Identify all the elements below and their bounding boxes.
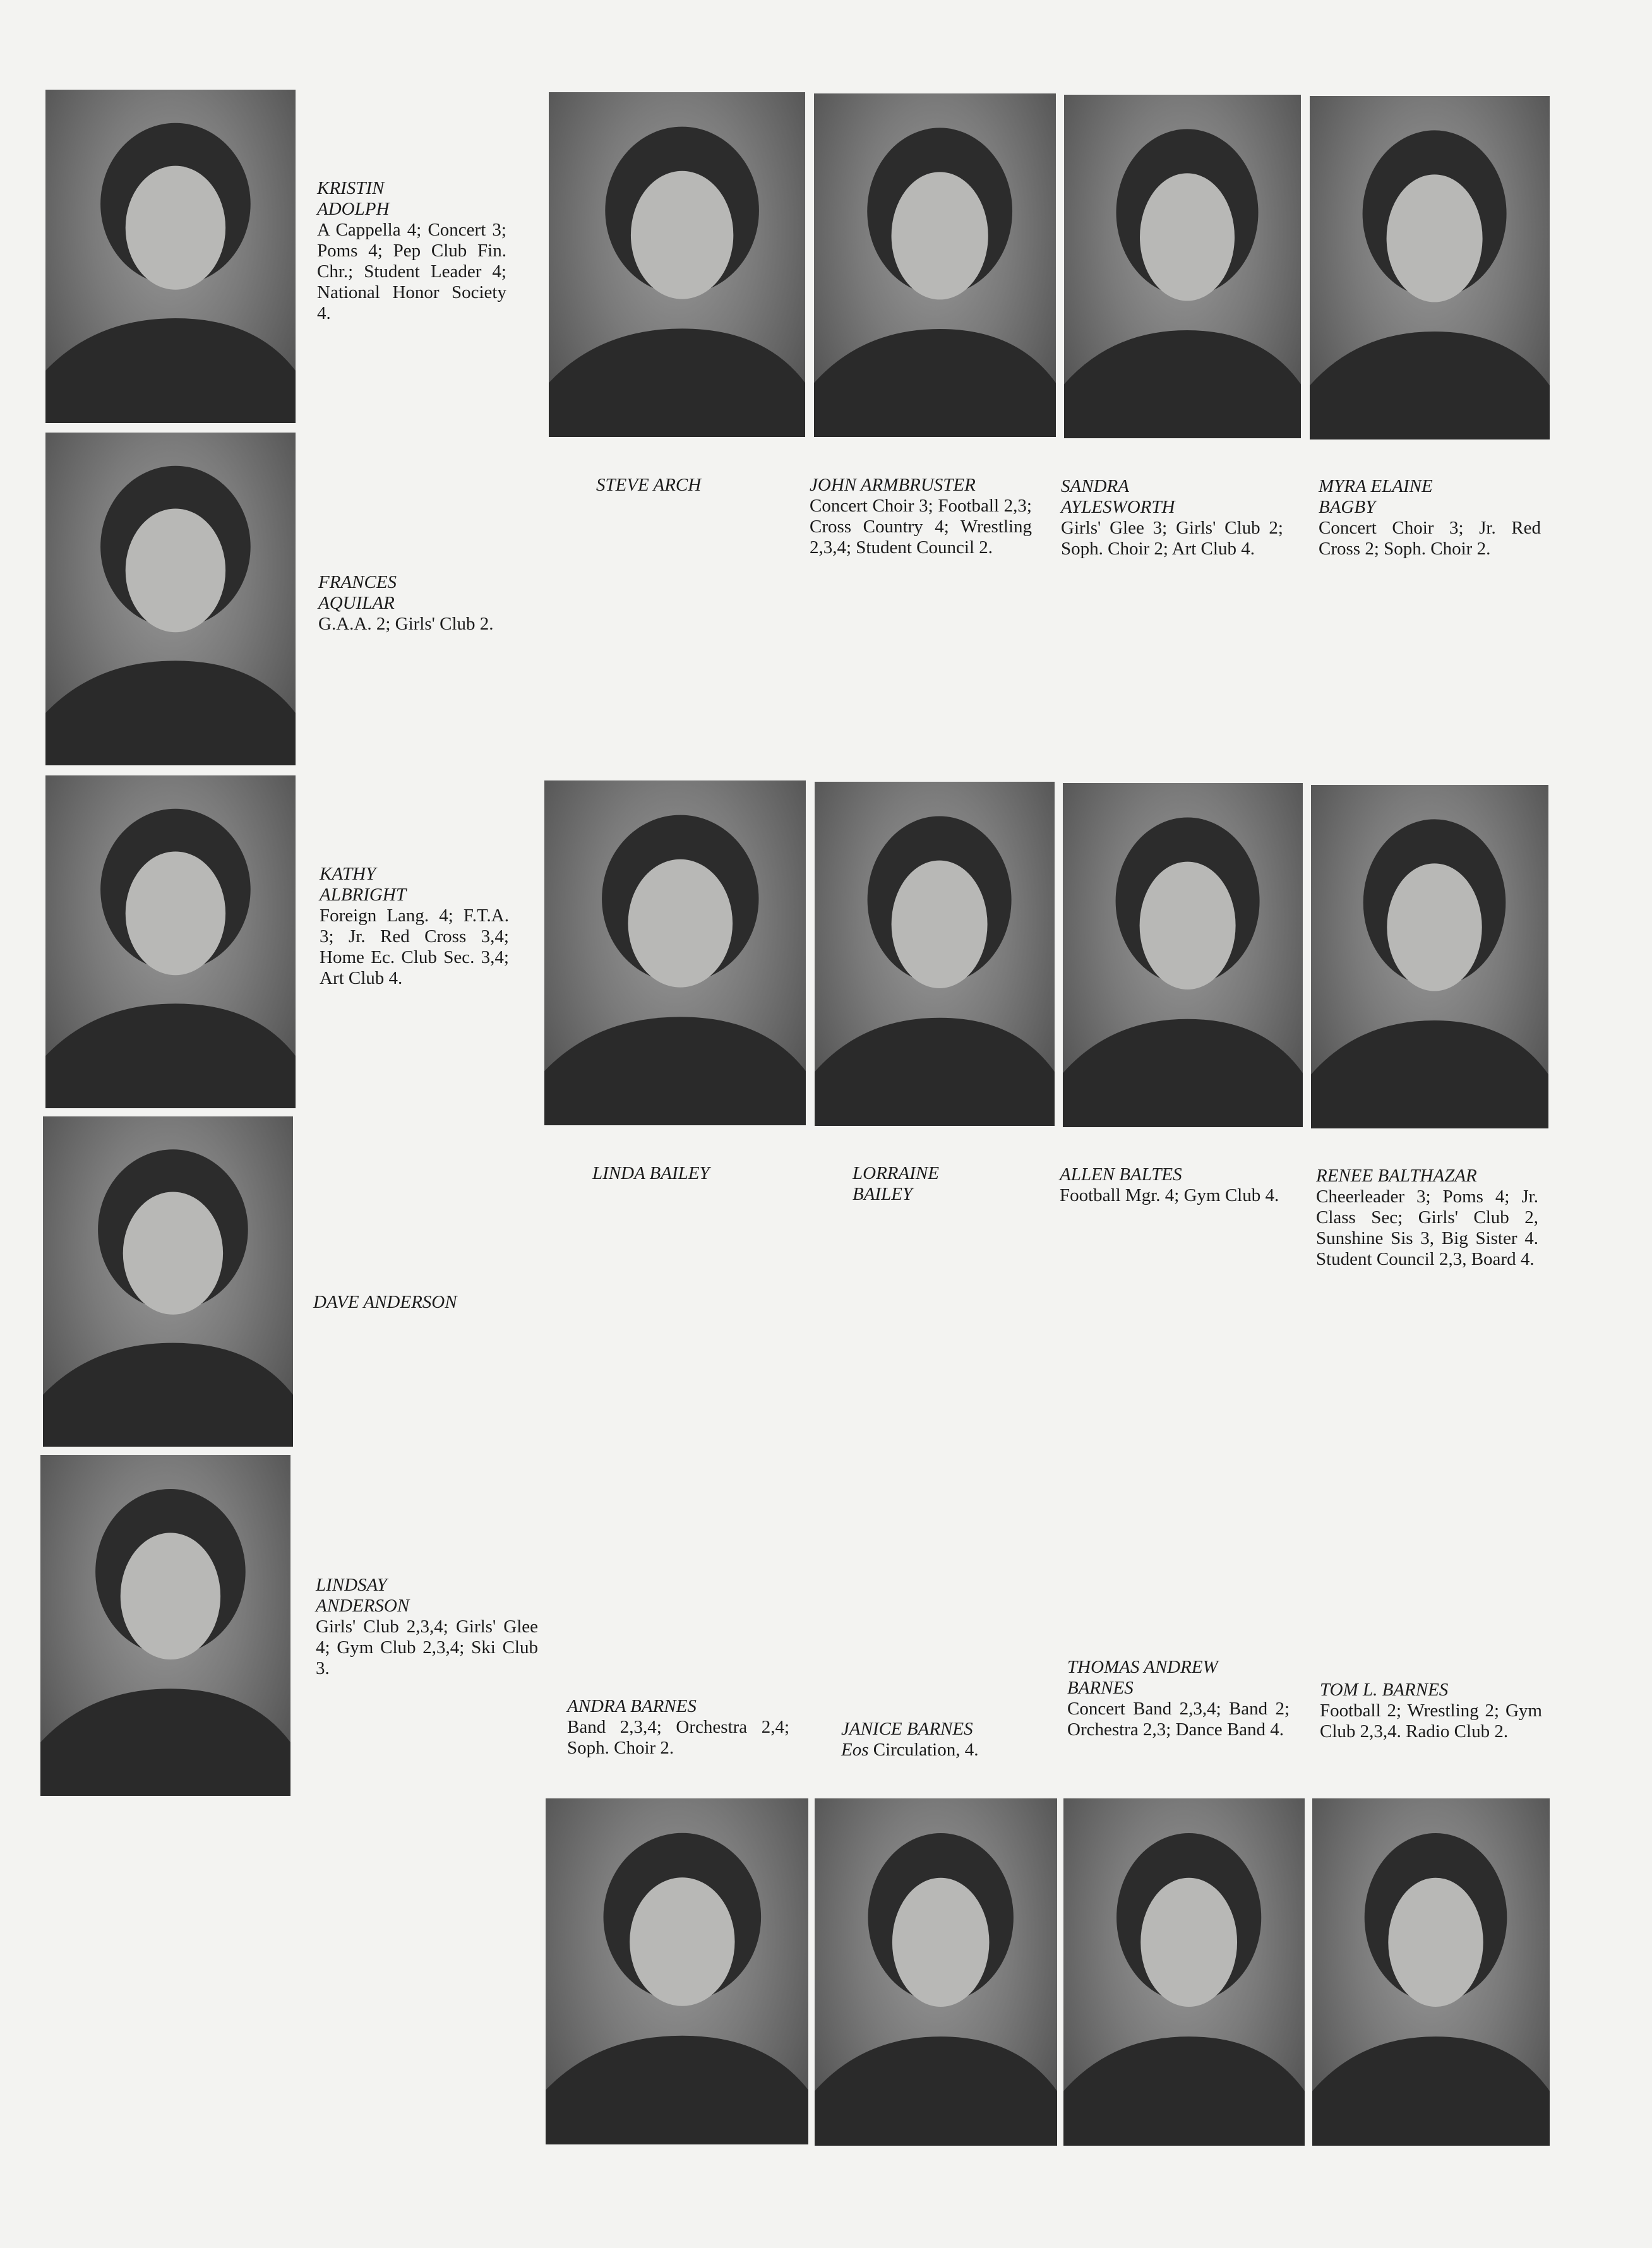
face-shape xyxy=(1388,1878,1483,2007)
portrait-photo-lindsay-anderson xyxy=(40,1455,290,1796)
caption-frances-aquilar xyxy=(318,572,508,635)
student-name: JOHN ARMBRUSTER xyxy=(810,475,976,495)
face-shape xyxy=(126,166,225,290)
student-name: ANDRA BARNES xyxy=(567,1696,697,1716)
shoulders-shape xyxy=(43,1343,293,1447)
face-shape xyxy=(123,1192,223,1315)
caption-kathy-albright xyxy=(320,864,509,989)
student-activities-rest: Circulation, 4. xyxy=(868,1740,979,1760)
portrait-photo-linda-bailey xyxy=(544,780,806,1125)
caption-kristin-adolph xyxy=(317,178,506,324)
student-name: STEVE ARCH xyxy=(596,475,702,495)
portrait-photo-lorraine-bailey xyxy=(815,782,1055,1126)
student-activities: Band 2,3,4; Orchestra 2,4; Soph. Choir 2. xyxy=(567,1717,789,1758)
caption-renee-balthazar xyxy=(1316,1166,1538,1270)
student-activities: Concert Choir 3; Football 2,3; Cross Country 4; Wrestling 2,3,4; Student Council 2. xyxy=(810,496,1032,558)
shoulders-shape xyxy=(815,2036,1057,2146)
student-activities: Football 2; Wrestling 2; Gym Club 2,3,4. Radio Club 2. xyxy=(1320,1701,1542,1742)
shoulders-shape xyxy=(1063,1019,1303,1127)
portrait-silhouette xyxy=(43,1116,293,1447)
portrait-silhouette xyxy=(1310,96,1550,439)
student-activities: Foreign Lang. 4; F.T.A. 3; Jr. Red Cross 3,4; Home Ec. Club Sec. 3,4; Art Club 4. xyxy=(320,906,509,988)
caption-sandra-aylesworth xyxy=(1061,476,1283,559)
student-name: LINDSAY ANDERSON xyxy=(316,1575,410,1616)
student-name: KRISTIN ADOLPH xyxy=(317,178,390,219)
shoulders-shape xyxy=(45,661,296,765)
portrait-photo-frances-aquilar xyxy=(45,433,296,765)
portrait-silhouette xyxy=(45,433,296,765)
shoulders-shape xyxy=(546,2036,808,2144)
portrait-silhouette xyxy=(815,782,1055,1126)
face-shape xyxy=(628,859,733,988)
caption-myra-elaine-bagby xyxy=(1319,476,1541,559)
student-activities: A Cappella 4; Concert 3; Poms 4; Pep Club Fin. Chr.; Student Leader 4; National Honor Society 4. xyxy=(317,220,506,323)
caption-thomas-andrew-barnes xyxy=(1067,1657,1290,1740)
face-shape xyxy=(1140,1878,1237,2007)
student-activities: Girls' Glee 3; Girls' Club 2; Soph. Choir 2; Art Club 4. xyxy=(1061,518,1283,559)
shoulders-shape xyxy=(1311,1020,1548,1128)
portrait-photo-john-armbruster xyxy=(814,93,1056,437)
portrait-silhouette xyxy=(546,1798,808,2144)
shoulders-shape xyxy=(1064,330,1301,438)
face-shape xyxy=(126,851,225,975)
portrait-photo-sandra-aylesworth xyxy=(1064,95,1301,438)
portrait-silhouette xyxy=(1312,1798,1550,2146)
student-activities: Cheerleader 3; Poms 4; Jr. Class Sec; Girls' Club 2, Sunshine Sis 3, Big Sister 4. Student Council 2,3, Board 4. xyxy=(1316,1187,1538,1269)
face-shape xyxy=(892,861,988,988)
student-activities: Football Mgr. 4; Gym Club 4. xyxy=(1060,1185,1279,1205)
face-shape xyxy=(630,1877,734,2006)
student-name: JANICE BARNES xyxy=(841,1719,973,1739)
portrait-silhouette xyxy=(1063,1798,1305,2146)
student-name: DAVE ANDERSON xyxy=(313,1292,457,1312)
portrait-silhouette xyxy=(45,90,296,423)
portrait-silhouette xyxy=(1064,95,1301,438)
caption-steve-arch xyxy=(596,475,786,496)
shoulders-shape xyxy=(45,1003,296,1108)
portrait-photo-tom-l-barnes xyxy=(1312,1798,1550,2146)
shoulders-shape xyxy=(1310,332,1550,439)
face-shape xyxy=(892,172,988,299)
student-name: RENEE BALTHAZAR xyxy=(1316,1166,1477,1186)
student-name: TOM L. BARNES xyxy=(1320,1680,1449,1700)
face-shape xyxy=(892,1878,990,2007)
face-shape xyxy=(1140,862,1236,989)
student-name: LINDA BAILEY xyxy=(592,1163,710,1183)
portrait-photo-andra-barnes xyxy=(546,1798,808,2144)
student-name: SANDRA AYLESWORTH xyxy=(1061,476,1175,517)
portrait-photo-allen-baltes xyxy=(1063,783,1303,1127)
caption-allen-baltes xyxy=(1060,1164,1282,1206)
student-activities: G.A.A. 2; Girls' Club 2. xyxy=(318,614,494,634)
student-name: THOMAS ANDREW BARNES xyxy=(1067,1657,1218,1698)
caption-dave-anderson xyxy=(313,1292,528,1313)
portrait-photo-thomas-andrew-barnes xyxy=(1063,1798,1305,2146)
shoulders-shape xyxy=(814,329,1056,437)
face-shape xyxy=(126,508,225,632)
portrait-photo-kristin-adolph xyxy=(45,90,296,423)
shoulders-shape xyxy=(549,328,805,437)
portrait-silhouette xyxy=(45,775,296,1108)
student-name: LORRAINE BAILEY xyxy=(853,1163,939,1204)
portrait-silhouette xyxy=(40,1455,290,1796)
caption-janice-barnes xyxy=(841,1719,1043,1761)
portrait-photo-renee-balthazar xyxy=(1311,785,1548,1128)
face-shape xyxy=(121,1533,220,1659)
caption-john-armbruster xyxy=(810,475,1032,558)
portrait-silhouette xyxy=(544,780,806,1125)
face-shape xyxy=(1387,863,1481,991)
portrait-photo-dave-anderson xyxy=(43,1116,293,1447)
publication-name: Eos xyxy=(841,1740,869,1760)
shoulders-shape xyxy=(815,1018,1055,1126)
student-name: KATHY ALBRIGHT xyxy=(320,864,406,905)
portrait-photo-kathy-albright xyxy=(45,775,296,1108)
student-activities: Concert Choir 3; Jr. Red Cross 2; Soph. Choir 2. xyxy=(1319,518,1541,559)
student-activities: Concert Band 2,3,4; Band 2; Orchestra 2,3; Dance Band 4. xyxy=(1067,1699,1290,1740)
face-shape xyxy=(631,171,733,299)
shoulders-shape xyxy=(1312,2036,1550,2146)
student-name: FRANCES AQUILAR xyxy=(318,572,397,613)
portrait-photo-steve-arch xyxy=(549,92,805,437)
caption-linda-bailey xyxy=(592,1163,794,1184)
portrait-silhouette xyxy=(1063,783,1303,1127)
student-activities xyxy=(841,1740,1043,1761)
portrait-silhouette xyxy=(815,1798,1057,2146)
portrait-silhouette xyxy=(1311,785,1548,1128)
caption-tom-l-barnes xyxy=(1320,1680,1542,1742)
caption-andra-barnes xyxy=(567,1696,789,1759)
portrait-silhouette xyxy=(549,92,805,437)
student-name: MYRA ELAINE BAGBY xyxy=(1319,476,1433,517)
shoulders-shape xyxy=(1063,2036,1305,2146)
student-name: ALLEN BALTES xyxy=(1060,1164,1182,1185)
portrait-photo-janice-barnes xyxy=(815,1798,1057,2146)
shoulders-shape xyxy=(544,1017,806,1125)
portrait-photo-myra-elaine-bagby xyxy=(1310,96,1550,439)
caption-lorraine-bailey xyxy=(853,1163,1042,1205)
portrait-silhouette xyxy=(814,93,1056,437)
face-shape xyxy=(1140,173,1235,301)
shoulders-shape xyxy=(45,318,296,423)
caption-lindsay-anderson xyxy=(316,1575,538,1679)
student-activities: Girls' Club 2,3,4; Girls' Glee 4; Gym Club 2,3,4; Ski Club 3. xyxy=(316,1617,538,1678)
face-shape xyxy=(1387,174,1483,302)
shoulders-shape xyxy=(40,1689,290,1796)
